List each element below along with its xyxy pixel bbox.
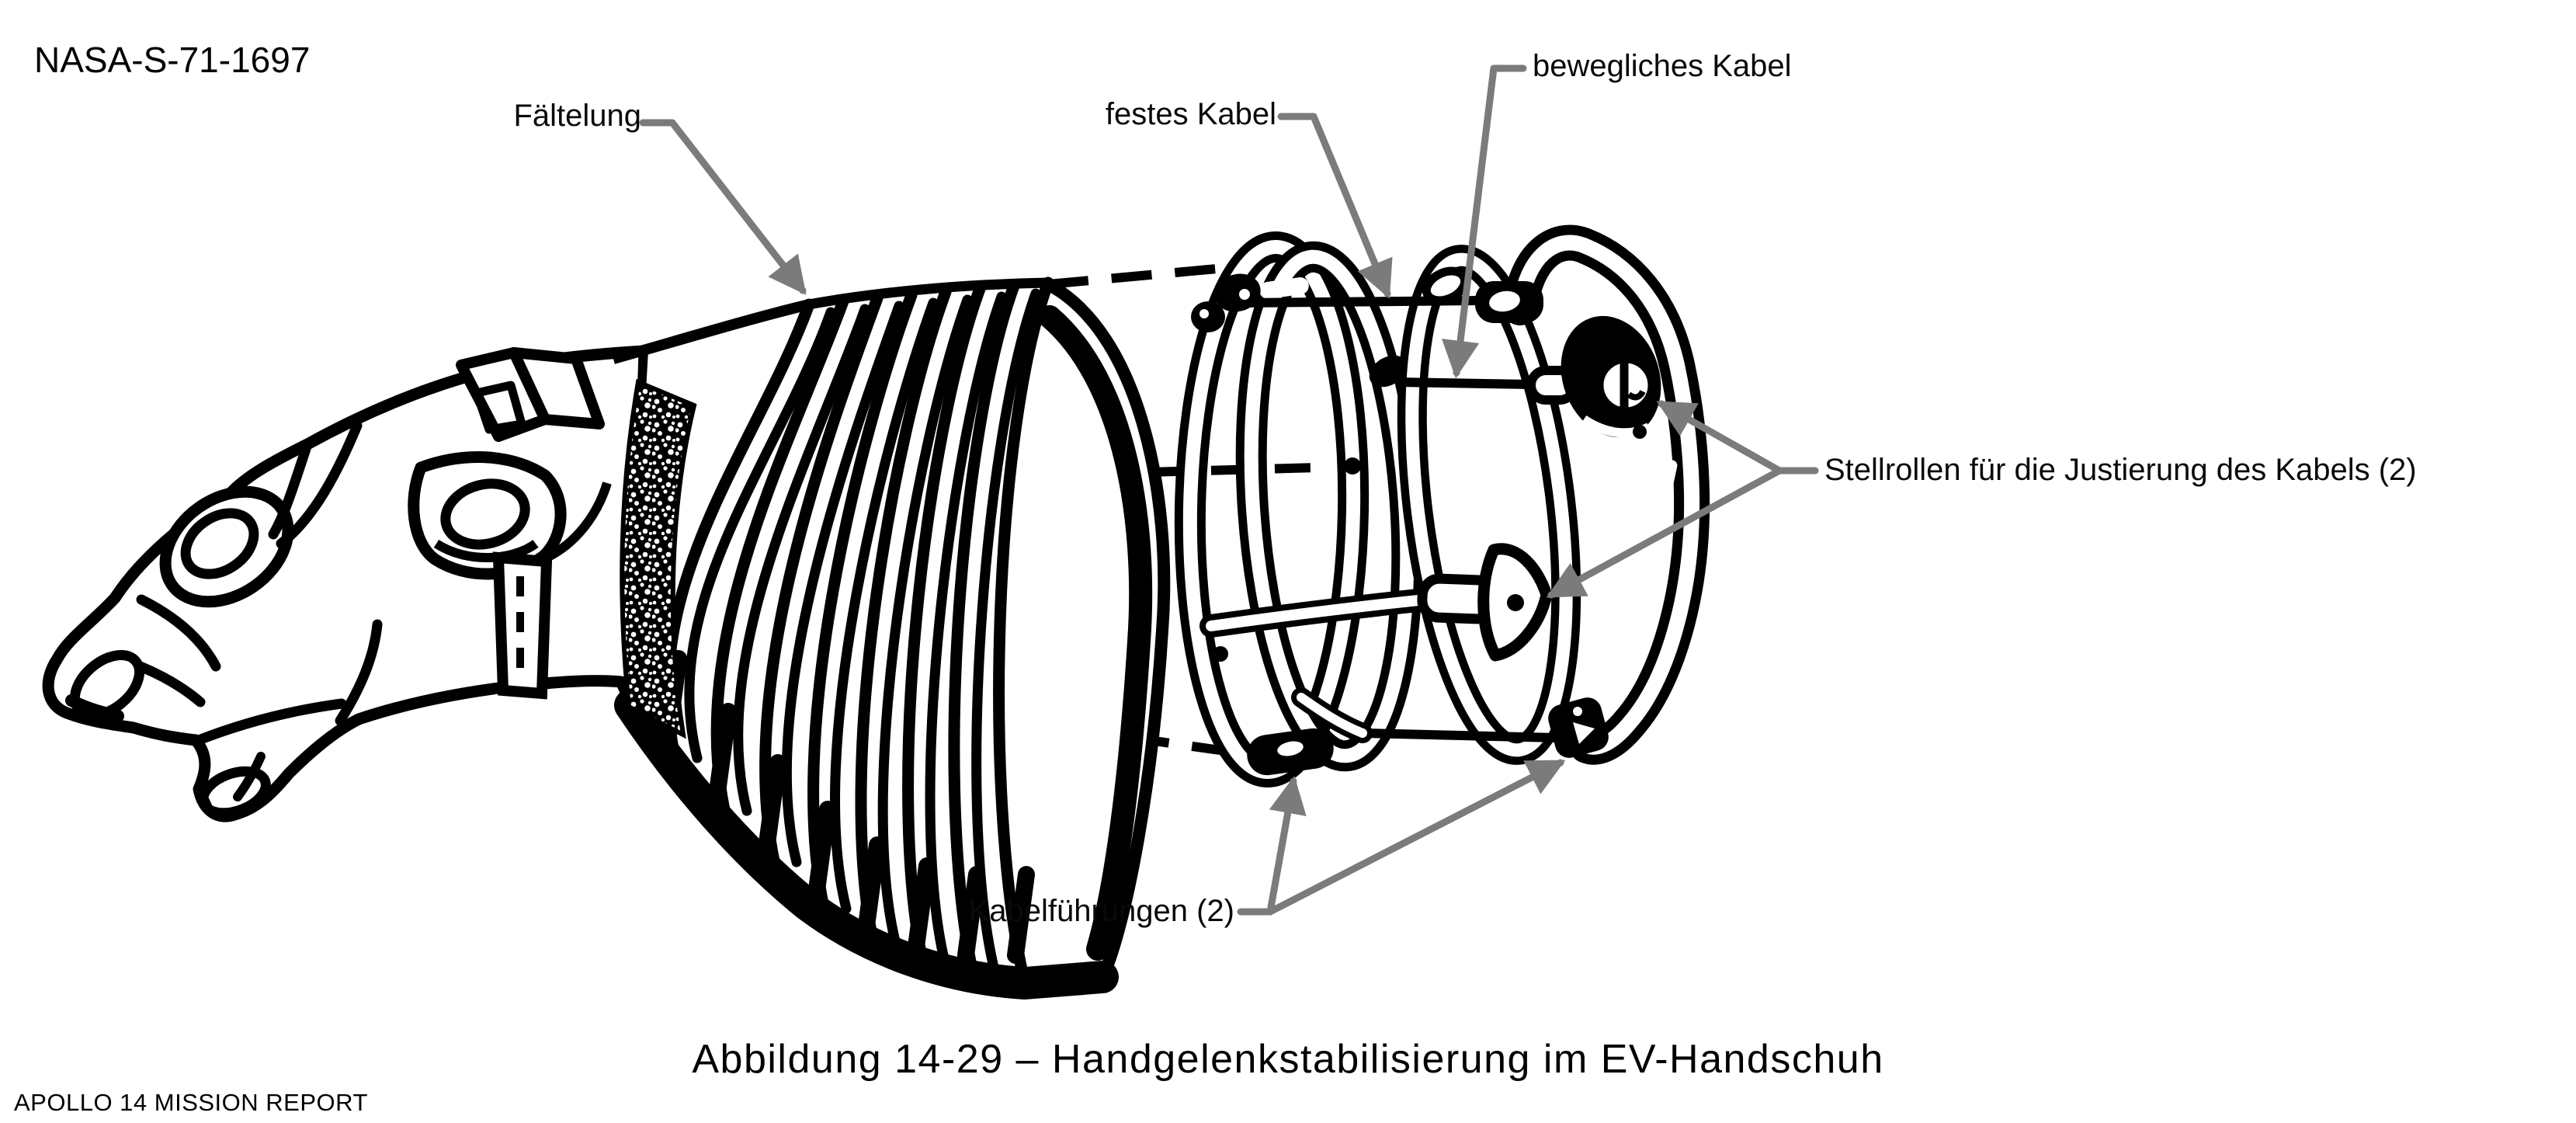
glove-hand [48, 351, 644, 821]
figure-caption: Abbildung 14-29 – Handgelenkstabilisierung im EV-Handschuh [692, 1037, 1884, 1082]
wrist-bellows [613, 283, 1165, 983]
kabelfuehrungen-leader-arrow-left [1270, 781, 1293, 912]
report-title: APOLLO 14 MISSION REPORT [14, 1089, 368, 1116]
callout-label-bewegliches-kabel: bewegliches Kabel [1533, 49, 1792, 83]
callout-label-festes-kabel: festes Kabel [1105, 97, 1276, 131]
kabelfuehrungen-leader-arrow-right [1270, 763, 1561, 912]
hanging-strap [498, 558, 547, 694]
wrist-cage-assembly [1186, 242, 1692, 777]
callout-label-kabelfuehrungen: Kabelführungen (2) [968, 894, 1234, 928]
document-number: NASA-S-71-1697 [34, 40, 311, 80]
callout-label-stellrollen: Stellrollen für die Justierung des Kabels (2) [1824, 453, 2417, 487]
callout-label-faeltelung: Fältelung [513, 99, 641, 133]
faeltelung-leader-arrow [643, 123, 803, 290]
cable-guide-left [1245, 725, 1336, 777]
rear-ring [1388, 251, 1590, 759]
